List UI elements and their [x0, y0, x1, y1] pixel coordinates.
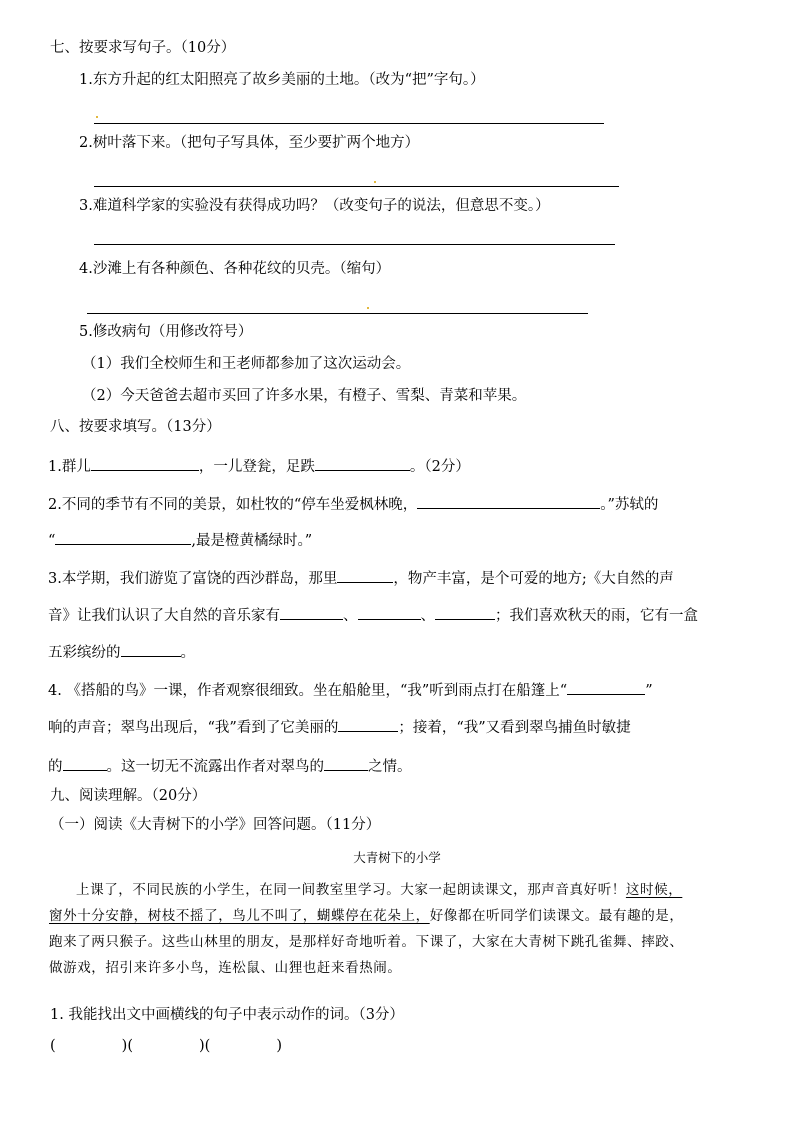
paren-close: ) — [276, 1038, 282, 1054]
question-8-2-cont — [48, 530, 312, 551]
question-7-3: 3.难道科学家的实验没有获得成功吗？（改变句子的说法，但意思不变。） — [79, 198, 550, 214]
q8-4-text-d: ；接着，“我”又看到翠鸟捕鱼时敏捷 — [398, 720, 631, 736]
blank-8-3-d[interactable] — [435, 605, 495, 620]
q8-1-text-c: 。（2分） — [409, 459, 470, 475]
paren-open: ( — [50, 1038, 56, 1054]
question-9-1: 1. 我能找出文中画横线的句子中表示动作的词。（3分） — [50, 1007, 404, 1023]
blank-8-2-b[interactable] — [55, 530, 191, 545]
passage-text-1: 上课了，不同民族的小学生，在同一间教室里学习。大家一起朗读课文，那声音真好听！ — [76, 882, 626, 898]
question-7-2: 2.树叶落下来。（把句子写具体，至少要扩两个地方） — [79, 135, 420, 151]
blank-8-3-a[interactable] — [337, 568, 393, 583]
q8-1-text-a: 1.群儿 — [48, 459, 91, 475]
question-7-5-2: （2）今天爸爸去超市买回了许多水果，有橙子、雪梨、青菜和苹果。 — [82, 388, 527, 404]
question-8-2 — [48, 494, 658, 515]
question-8-4 — [48, 680, 653, 701]
paren-mid-1: )( — [121, 1038, 133, 1054]
passage-title: 大青树下的小学 — [353, 850, 441, 865]
blank-8-4-d[interactable] — [324, 756, 368, 771]
question-7-5-1: （1）我们全校师生和王老师都参加了这次运动会。 — [82, 356, 411, 372]
blank-8-4-a[interactable] — [567, 680, 645, 695]
passage-underlined-2: 窗外十分安静，树枝不摇了，鸟儿不叫了，蝴蝶停在花朵上， — [49, 908, 430, 924]
paren-mid-2: )( — [199, 1038, 211, 1054]
passage-line-4: 做游戏，招引来许多小鸟，连松鼠、山狸也赶来看热闹。 — [49, 960, 402, 976]
question-7-4: 4.沙滩上有各种颜色、各种花纹的贝壳。（缩句） — [79, 261, 391, 277]
q8-3-text-c: 音》让我们认识了大自然的音乐家有 — [48, 608, 280, 624]
q8-4-text-e: 的 — [48, 759, 63, 775]
blank-8-1-a[interactable] — [91, 456, 199, 471]
passage-text-2: 好像都在听同学们读课文。最有趣的是， — [429, 908, 684, 924]
blank-8-2-a[interactable] — [417, 494, 600, 509]
answer-parens-9-1 — [50, 1036, 282, 1056]
passage-underlined-1: 这时候， — [625, 882, 683, 898]
q8-1-text-b: ，一儿登瓮，足跌 — [198, 459, 315, 475]
question-8-3-cont — [48, 605, 698, 626]
q8-3-text-a: 3.本学期，我们游览了富饶的西沙群岛，那里 — [48, 571, 338, 587]
q8-3-text-h: 。 — [180, 645, 195, 661]
answer-line-7-1[interactable] — [94, 123, 604, 124]
question-8-1 — [48, 456, 470, 477]
q8-4-text-a: 4. 《搭船的鸟》一课，作者观察很细致。坐在船舱里，“我”听到雨点打在船篷上“ — [48, 683, 568, 699]
q8-3-sep-1: 、 — [343, 608, 358, 624]
q8-3-text-f: ；我们喜欢秋天的雨，它有一盒 — [495, 608, 698, 624]
section-7-title: 七、按要求写句子。（10分） — [50, 40, 236, 56]
q8-4-text-f: 。这一切无不流露出作者对翠鸟的 — [106, 759, 324, 775]
q8-2-text-b: 。”苏轼的 — [600, 497, 659, 513]
q8-2-text-c: “ — [48, 533, 56, 549]
ink-dot — [367, 307, 369, 309]
answer-line-7-3[interactable] — [94, 244, 615, 245]
answer-line-7-2[interactable] — [94, 186, 619, 187]
question-8-3 — [48, 568, 674, 589]
section-8-title: 八、按要求填写。（13分） — [50, 419, 221, 435]
q8-2-text-d: ,最是橙黄橘绿时。” — [191, 533, 313, 549]
q8-3-sep-2: 、 — [420, 608, 435, 624]
q8-3-text-g: 五彩缤纷的 — [48, 645, 121, 661]
q8-4-text-c: 响的声音；翠鸟出现后，“我”看到了它美丽的 — [48, 720, 339, 736]
blank-8-3-e[interactable] — [121, 642, 181, 657]
question-7-1: 1.东方升起的红太阳照亮了故乡美丽的土地。（改为“把”字句。） — [79, 72, 485, 88]
passage-line-2 — [49, 903, 757, 929]
blank-8-4-c[interactable] — [63, 756, 107, 771]
section-9-title: 九、阅读理解。（20分） — [50, 788, 207, 804]
question-8-3-cont2 — [48, 642, 195, 663]
question-8-4-cont2 — [48, 756, 412, 777]
ink-dot — [96, 116, 98, 118]
q8-4-text-g: 之情。 — [368, 759, 412, 775]
ink-dot — [374, 181, 376, 183]
q8-4-text-b: ” — [645, 683, 653, 699]
blank-8-3-b[interactable] — [280, 605, 343, 620]
answer-line-7-4[interactable] — [87, 313, 588, 314]
passage-line-1 — [49, 877, 757, 903]
blank-8-3-c[interactable] — [358, 605, 421, 620]
q8-3-text-b: ，物产丰富，是个可爱的地方;《大自然的声 — [393, 571, 674, 587]
section-9-1-title: （一）阅读《大青树下的小学》回答问题。（11分） — [50, 817, 381, 833]
question-7-5: 5.修改病句（用修改符号） — [79, 324, 253, 340]
blank-8-4-b[interactable] — [338, 717, 398, 732]
passage-line-3: 跑来了两只猴子。这些山林里的朋友，是那样好奇地听着。下课了，大家在大青树下跳孔雀舞、摔跤、 — [49, 934, 684, 950]
passage-body — [49, 877, 757, 981]
question-8-4-cont — [48, 717, 631, 738]
blank-8-1-b[interactable] — [315, 456, 410, 471]
q8-2-text-a: 2.不同的季节有不同的美景，如杜牧的“停车坐爱枫林晚， — [48, 497, 418, 513]
